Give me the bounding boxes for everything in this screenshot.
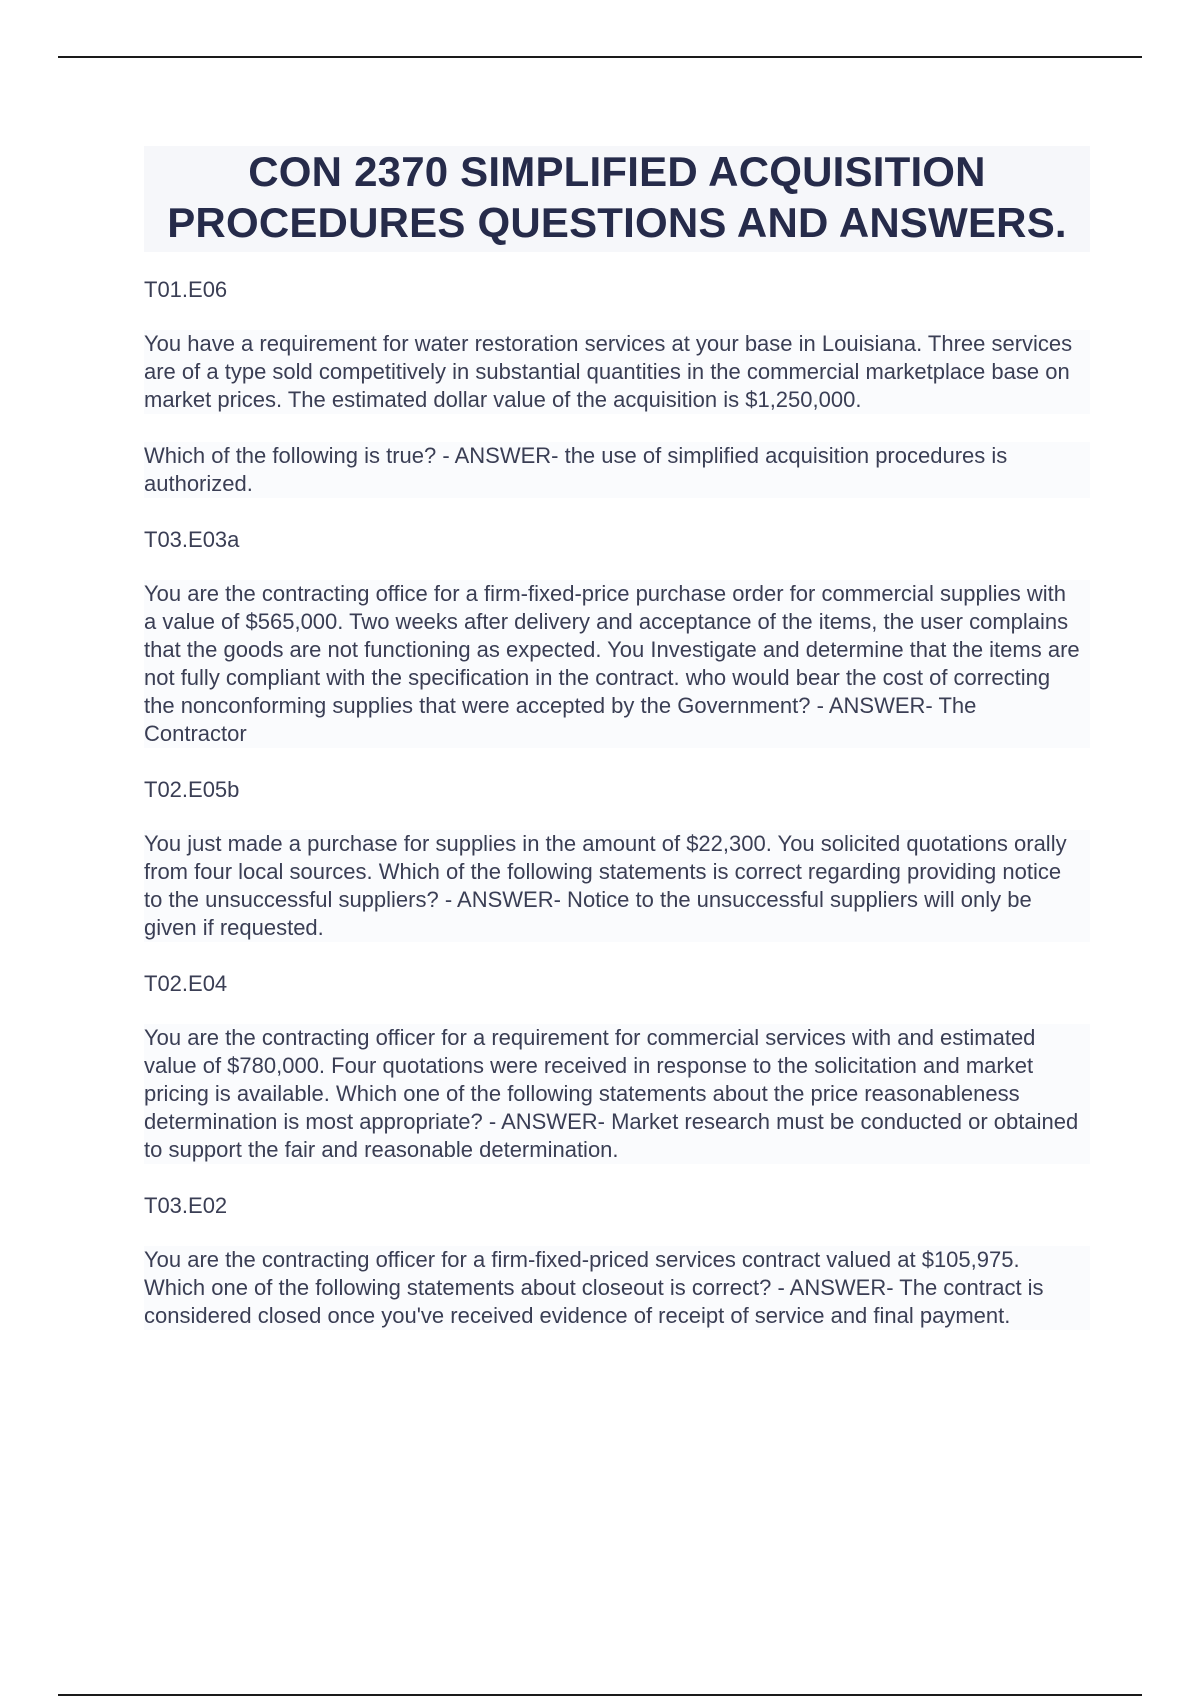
question-paragraph: You are the contracting officer for a firm-fixed-priced services contract valued at $105,975. Which one of the following statements about closeout is correct? - ANSWER- The contract is considered closed once you've received evidence of receipt of service and final payment. [144, 1246, 1090, 1330]
question-paragraph: You have a requirement for water restoration services at your base in Louisiana. Three services are of a type sold competitively in substantial quantities in the commercial marketplace base on market prices. The estimated dollar value of the acquisition is $1,250,000. [144, 330, 1090, 414]
question-paragraph: You are the contracting office for a firm-fixed-price purchase order for commercial supplies with a value of $565,000. Two weeks after delivery and acceptance of the items, the user complains that the goods are not functioning as expected. You Investigate and determine that the items are not fully compliant with the specification in the contract. who would bear the cost of correcting the nonconforming supplies that were accepted by the Government? - ANSWER- The Contractor [144, 580, 1090, 748]
question-paragraph: You are the contracting officer for a requirement for commercial services with and estimated value of $780,000. Four quotations were received in response to the solicitation and market pricing is available. Which one of the following statements about the price reasonableness determination is most appropriate? - ANSWER- Market research must be conducted or obtained to support the fair and reasonable determination. [144, 1024, 1090, 1164]
qa-item [144, 776, 1090, 942]
top-rule [58, 56, 1142, 58]
question-paragraph: Which of the following is true? - ANSWER- the use of simplified acquisition procedures is authorized. [144, 442, 1090, 498]
document-title: CON 2370 SIMPLIFIED ACQUISITION PROCEDURES QUESTIONS AND ANSWERS. [167, 148, 1067, 246]
question-code: T03.E03a [144, 527, 240, 552]
qa-item [144, 1192, 1090, 1330]
question-code: T03.E02 [144, 1193, 228, 1218]
document-body [144, 146, 1090, 1358]
qa-item [144, 276, 1090, 498]
question-code: T01.E06 [144, 277, 228, 302]
bottom-rule [58, 1694, 1142, 1696]
question-code: T02.E04 [144, 971, 228, 996]
qa-list [144, 276, 1090, 1330]
question-paragraph: You just made a purchase for supplies in the amount of $22,300. You solicited quotations orally from four local sources. Which of the following statements is correct regarding providing notice to the unsuccessful suppliers? - ANSWER- Notice to the unsuccessful suppliers will only be given if requested. [144, 830, 1090, 942]
question-code: T02.E05b [144, 777, 240, 802]
qa-item [144, 526, 1090, 748]
qa-item [144, 970, 1090, 1164]
title-block [144, 146, 1090, 252]
